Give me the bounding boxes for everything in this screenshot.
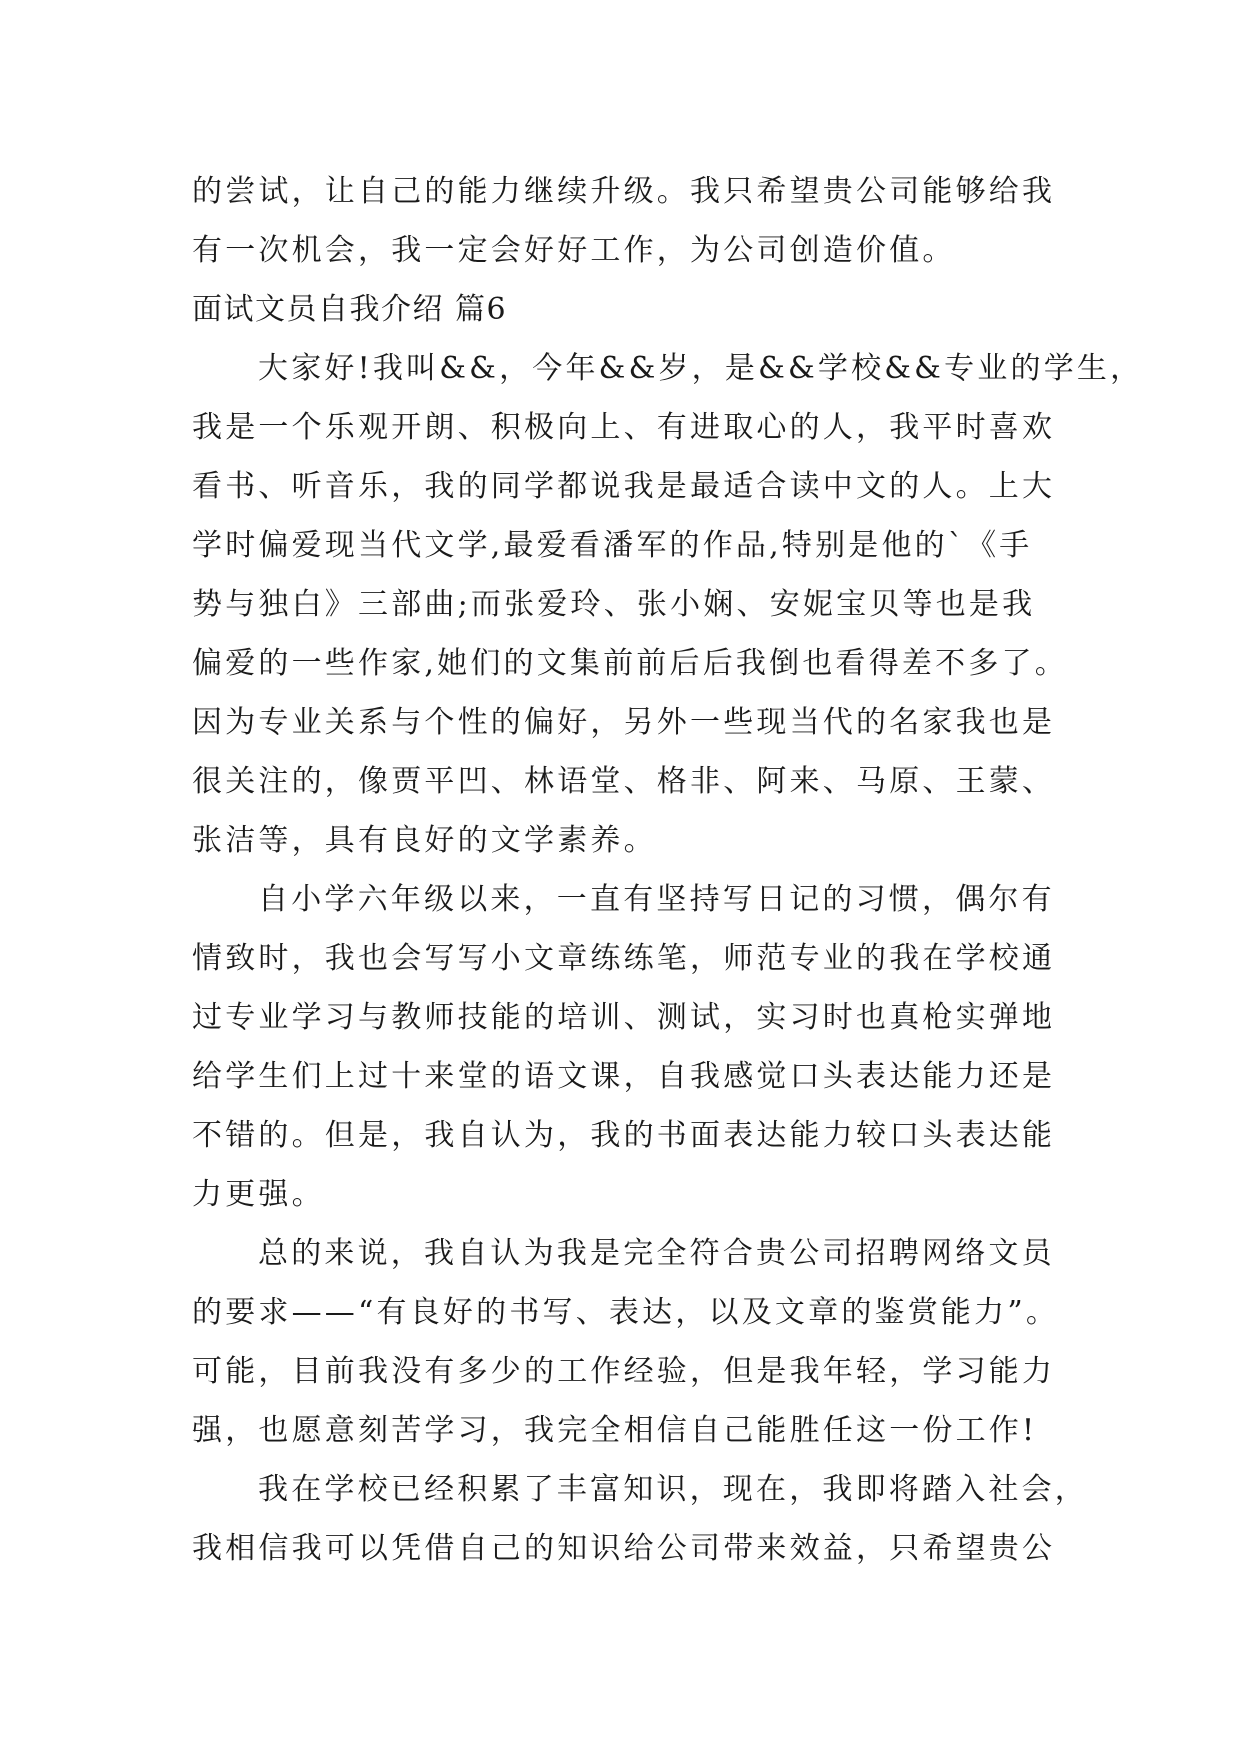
text-line: 可能，目前我没有多少的工作经验，但是我年轻，学习能力 <box>192 1354 1056 1389</box>
text-line: 因为专业关系与个性的偏好，另外一些现当代的名家我也是 <box>192 705 1056 740</box>
text-line: 我是一个乐观开朗、积极向上、有进取心的人，我平时喜欢 <box>192 410 1056 445</box>
paragraph-start-line: 大家好!我叫&&，今年&&岁，是&&学校&&专业的学生， <box>258 351 1144 386</box>
text-line: 的尝试，让自己的能力继续升级。我只希望贵公司能够给我 <box>192 174 1056 209</box>
text-line: 有一次机会，我一定会好好工作，为公司创造价值。 <box>192 233 956 268</box>
paragraph-start-line: 自小学六年级以来，一直有坚持写日记的习惯，偶尔有 <box>258 882 1055 917</box>
text-line: 不错的。但是，我自认为，我的书面表达能力较口头表达能 <box>192 1118 1056 1153</box>
text-line: 看书、听音乐，我的同学都说我是最适合读中文的人。上大 <box>192 469 1056 504</box>
section-heading: 面试文员自我介绍 篇6 <box>192 292 508 327</box>
paragraph-start-line: 总的来说，我自认为我是完全符合贵公司招聘网络文员 <box>258 1236 1055 1271</box>
text-line: 很关注的，像贾平凹、林语堂、格非、阿来、马原、王蒙、 <box>192 764 1056 799</box>
text-line: 我相信我可以凭借自己的知识给公司带来效益，只希望贵公 <box>192 1531 1056 1566</box>
text-line: 力更强。 <box>192 1177 325 1212</box>
text-line: 偏爱的一些作家,她们的文集前前后后我倒也看得差不多了。 <box>192 646 1068 681</box>
text-line: 情致时，我也会写写小文章练练笔，师范专业的我在学校通 <box>192 941 1056 976</box>
paragraph-start-line: 我在学校已经积累了丰富知识，现在，我即将踏入社会， <box>258 1472 1088 1507</box>
text-line: 势与独白》三部曲;而张爱玲、张小娴、安妮宝贝等也是我 <box>192 587 1036 622</box>
text-line: 的要求——“有良好的书写、表达，以及文章的鉴赏能力”。 <box>192 1295 1060 1330</box>
document-body <box>192 162 1144 1578</box>
text-line: 学时偏爱现当代文学,最爱看潘军的作品,特别是他的`《手 <box>192 528 1033 563</box>
text-line: 张洁等，具有良好的文学素养。 <box>192 823 657 858</box>
text-line: 给学生们上过十来堂的语文课，自我感觉口头表达能力还是 <box>192 1059 1056 1094</box>
text-line: 过专业学习与教师技能的培训、测试，实习时也真枪实弹地 <box>192 1000 1056 1035</box>
text-line: 强，也愿意刻苦学习，我完全相信自己能胜任这一份工作! <box>192 1413 1038 1448</box>
